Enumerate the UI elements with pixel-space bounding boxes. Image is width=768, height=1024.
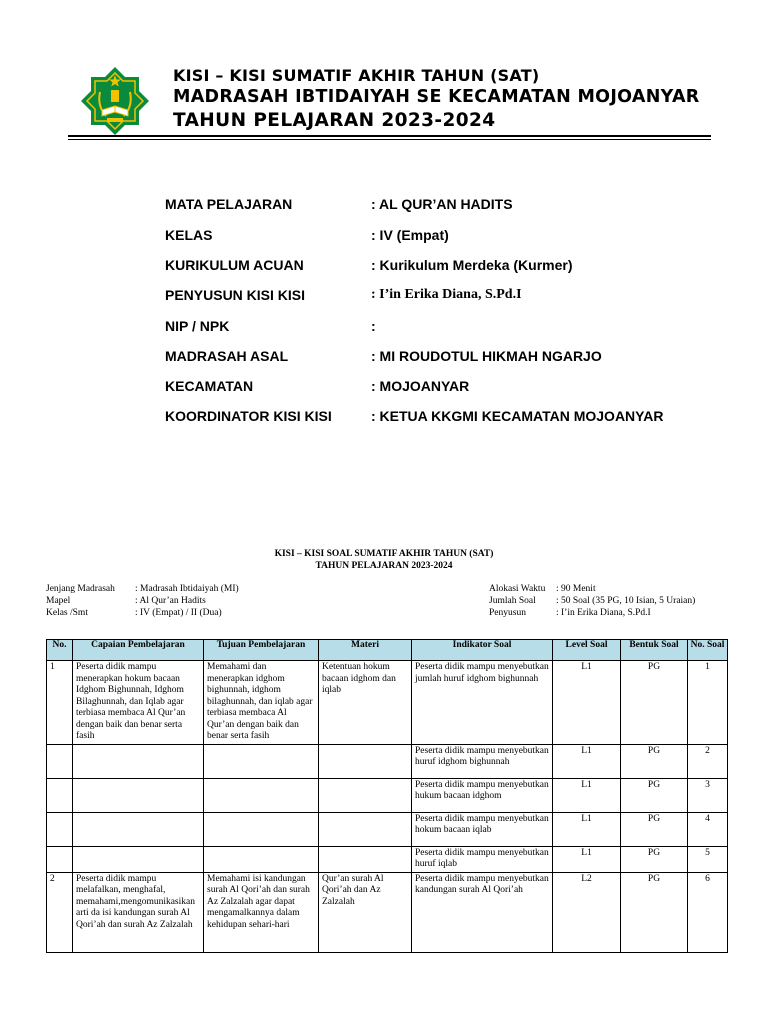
- meta-row: [489, 608, 729, 620]
- col-header-level: Level Soal: [553, 640, 621, 661]
- table-row: [47, 846, 728, 872]
- cell-indikator: Peserta didik mampu menyebutkan huruf iqlab: [412, 846, 553, 872]
- identity-row-mata-pelajaran: [165, 196, 725, 216]
- identity-label: KOORDINATOR KISI KISI: [165, 408, 332, 424]
- meta-label: Mapel: [46, 596, 71, 606]
- meta-value: : 50 Soal (35 PG, 10 Isian, 5 Uraian): [556, 596, 696, 606]
- meta-value: : Al Qur’an Hadits: [135, 596, 206, 606]
- cell-capaian: [73, 744, 204, 778]
- identity-value: : AL QUR’AN HADITS: [371, 196, 513, 212]
- meta-label: Jumlah Soal: [489, 596, 536, 606]
- document-title-line-1: KISI – KISI SUMATIF AKHIR TAHUN (SAT): [173, 66, 540, 85]
- cell-bentuk: PG: [621, 778, 688, 812]
- meta-row: [489, 596, 729, 608]
- identity-row-nip-npk: [165, 318, 725, 338]
- cell-nosoal: 6: [688, 872, 728, 952]
- meta-right: [489, 584, 729, 620]
- col-header-materi: Materi: [319, 640, 412, 661]
- identity-label: MADRASAH ASAL: [165, 348, 289, 364]
- cell-indikator: Peserta didik mampu menyebutkan kandungan surah Al Qori’ah: [412, 872, 553, 952]
- table-row: [47, 812, 728, 846]
- col-header-tujuan: Tujuan Pembelajaran: [204, 640, 319, 661]
- cell-indikator: Peserta didik mampu menyebutkan hukum bacaan idghom: [412, 778, 553, 812]
- identity-label: PENYUSUN KISI KISI: [165, 287, 306, 303]
- identity-row-penyusun: [165, 287, 725, 307]
- cell-bentuk: PG: [621, 846, 688, 872]
- header-rule-thin: [68, 139, 711, 140]
- identity-label: KELAS: [165, 227, 213, 243]
- cell-no: [47, 778, 73, 812]
- meta-row: [489, 584, 729, 596]
- identity-label: KECAMATAN: [165, 378, 254, 394]
- cell-capaian: Peserta didik mampu menerapkan hokum bacaan Idghom Bighunnah, Idghom Bilaghunnah, dan Iqlab agar terbiasa membaca Al Qur’an dengan baik dan benar serta fasih: [73, 661, 204, 745]
- cell-nosoal: 1: [688, 661, 728, 745]
- cell-bentuk: PG: [621, 812, 688, 846]
- cell-no: [47, 744, 73, 778]
- meta-row: [46, 608, 306, 620]
- meta-value: : IV (Empat) / II (Dua): [135, 608, 222, 618]
- cell-nosoal: 4: [688, 812, 728, 846]
- header-rule-thick: [68, 135, 711, 137]
- cell-level: L1: [553, 846, 621, 872]
- identity-row-kelas: [165, 227, 725, 247]
- meta-value: : 90 Menit: [556, 584, 596, 594]
- cell-materi: [319, 778, 412, 812]
- document-title-line-2: MADRASAH IBTIDAIYAH SE KECAMATAN MOJOANYAR: [173, 87, 700, 107]
- cell-indikator: Peserta didik mampu menyebutkan huruf idghom bighunnah: [412, 744, 553, 778]
- cell-nosoal: 3: [688, 778, 728, 812]
- identity-label: MATA PELAJARAN: [165, 196, 293, 212]
- cell-materi: [319, 812, 412, 846]
- table-row: [47, 661, 728, 745]
- cell-capaian: [73, 778, 204, 812]
- cell-materi: Qur’an surah Al Qori’ah dan Az Zalzalah: [319, 872, 412, 952]
- cell-tujuan: Memahami dan menerapkan idghom bighunnah, idghom bilaghunnah, dan iqlab agar terbiasa membaca Al Qur’an dengan baik dan benar serta fasih: [204, 661, 319, 745]
- cell-no: 2: [47, 872, 73, 952]
- cell-bentuk: PG: [621, 872, 688, 952]
- table-row: [47, 872, 728, 952]
- cell-level: L1: [553, 744, 621, 778]
- cell-level: L1: [553, 661, 621, 745]
- identity-value: :: [371, 318, 376, 334]
- cell-capaian: [73, 812, 204, 846]
- meta-label: Alokasi Waktu: [489, 584, 546, 594]
- cell-no: [47, 846, 73, 872]
- meta-row: [46, 584, 306, 596]
- meta-label: Penyusun: [489, 608, 526, 618]
- meta-row: [46, 596, 306, 608]
- cell-indikator: Peserta didik mampu menyebutkan jumlah huruf idghom bighunnah: [412, 661, 553, 745]
- cell-materi: [319, 744, 412, 778]
- identity-value: : Kurikulum Merdeka (Kurmer): [371, 257, 573, 273]
- cell-bentuk: PG: [621, 744, 688, 778]
- identity-row-madrasah-asal: [165, 348, 725, 368]
- identity-label: KURIKULUM ACUAN: [165, 257, 304, 273]
- meta-label: Jenjang Madrasah: [46, 584, 115, 594]
- cell-level: L2: [553, 872, 621, 952]
- cell-capaian: Peserta didik mampu melafalkan, menghafal, memahami,mengomunikasikan arti da isi kandungan surah Al Qori’ah dan surah Az Zalzalah: [73, 872, 204, 952]
- cell-tujuan: Memahami isi kandungan surah Al Qori’ah dan surah Az Zalzalah agar dapat mengamalkannya dalam kehidupan sehari-hari: [204, 872, 319, 952]
- identity-value: : I’in Erika Diana, S.Pd.I: [371, 287, 522, 302]
- col-header-indikator: Indikator Soal: [412, 640, 553, 661]
- meta-value: : Madrasah Ibtidaiyah (MI): [135, 584, 239, 594]
- cell-level: L1: [553, 812, 621, 846]
- cell-tujuan: [204, 846, 319, 872]
- cell-tujuan: [204, 812, 319, 846]
- cell-nosoal: 5: [688, 846, 728, 872]
- cell-no: [47, 812, 73, 846]
- cell-level: L1: [553, 778, 621, 812]
- cell-no: 1: [47, 661, 73, 745]
- col-header-no: No.: [47, 640, 73, 661]
- cell-capaian: [73, 846, 204, 872]
- identity-label: NIP / NPK: [165, 318, 230, 334]
- identity-value: : KETUA KKGMI KECAMATAN MOJOANYAR: [371, 408, 664, 424]
- meta-left: [46, 584, 306, 620]
- col-header-capaian: Capaian Pembelajaran: [73, 640, 204, 661]
- identity-row-kurikulum-acuan: [165, 257, 725, 277]
- document-title-line-3: TAHUN PELAJARAN 2023-2024: [173, 110, 496, 131]
- identity-value: : IV (Empat): [371, 227, 449, 243]
- identity-value: : MI ROUDOTUL HIKMAH NGARJO: [371, 348, 602, 364]
- table-row: [47, 778, 728, 812]
- identity-row-kecamatan: [165, 378, 725, 398]
- meta-value: : I’in Erika Diana, S.Pd.I: [556, 608, 651, 618]
- identity-row-koordinator: [165, 408, 725, 428]
- kisi-table: [46, 639, 728, 953]
- table-row: [47, 744, 728, 778]
- cell-tujuan: [204, 744, 319, 778]
- kisi-soal-year: TAHUN PELAJARAN 2023-2024: [315, 561, 453, 571]
- col-header-bentuk: Bentuk Soal: [621, 640, 688, 661]
- col-header-nosoal: No. Soal: [688, 640, 728, 661]
- cell-bentuk: PG: [621, 661, 688, 745]
- table-header-row: [47, 640, 728, 661]
- cell-nosoal: 2: [688, 744, 728, 778]
- kemenag-emblem-icon: [80, 66, 150, 136]
- kisi-soal-title: KISI – KISI SOAL SUMATIF AKHIR TAHUN (SAT): [274, 549, 494, 559]
- identity-value: : MOJOANYAR: [371, 378, 470, 394]
- cell-materi: Ketentuan hokum bacaan idghom dan iqlab: [319, 661, 412, 745]
- meta-label: Kelas /Smt: [46, 608, 88, 618]
- cell-tujuan: [204, 778, 319, 812]
- cell-materi: [319, 846, 412, 872]
- cell-indikator: Peserta didik mampu menyebutkan hokum bacaan iqlab: [412, 812, 553, 846]
